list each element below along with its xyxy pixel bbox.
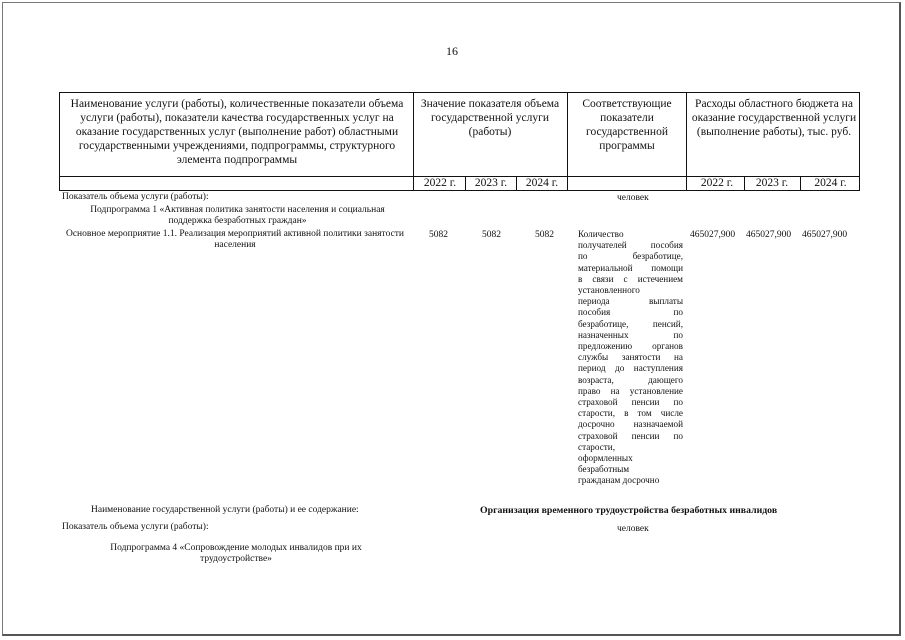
program-indicator-line: пособия по [578,307,683,318]
year-2024: 2024 г. [525,177,559,189]
program-indicator-line: безработице, пенсий, [578,318,683,329]
budget-year-2022: 2022 г. [700,177,734,189]
header-budget: Расходы областного бюджета на оказание государственной услуги (выполнение работы), тыс. руб. [691,98,857,138]
program-indicator [578,229,683,487]
year-row-line [567,176,686,177]
program-indicator-line: службы занятости на [578,352,683,363]
program-indicator-line: страховой пенсии по [578,397,683,408]
indicator-label-2: Показатель объема услуги (работы): [62,522,209,532]
value-2023: 5082 [482,230,501,240]
program-indicator-line: возраста, дающего [578,374,683,385]
program-indicator-line: старости, [578,441,616,452]
program-indicator-line: страховой пенсии по [578,430,683,441]
program-indicator-line: безработным [578,464,630,475]
year-divider [465,176,466,190]
program-indicator-line: оформленных [578,453,633,464]
page-number: 16 [446,44,458,58]
value-2024: 5082 [535,230,554,240]
budget-2023: 465027,900 [746,230,792,240]
program-indicator-line: получателей пособия [578,240,683,251]
program-indicator-line: период до наступления [578,363,683,374]
program-indicator-line: старости, в том числе [578,408,683,419]
program-indicator-line: Количество [578,229,624,239]
program-indicator-line: установленного [578,285,640,296]
header-program: Соответствующие показатели государственной программы [582,98,672,152]
subprogram-4: Подпрограмма 4 «Сопровождение молодых инвалидов при их трудоустройстве» [110,543,362,564]
header-value: Значение показателя объема государственной услуги (работы) [420,98,560,138]
header-name: Наименование услуги (работы), количественные показатели объема услуги (работы), показатели качества государственных услуг на оказание государственных услуг (выполнение работ) областными государственными учреждениями, подпрограммы, структурного элемента подпрограммы [70,98,404,166]
year-divider [744,176,745,190]
program-indicator-line: досрочно назначаемой [578,419,683,430]
program-indicator-line: гражданам досрочно [578,475,660,486]
service-label: Наименование государственной услуги (работы) и ее содержание: [91,505,359,515]
indicator-label: Показатель объема услуги (работы): [62,192,209,202]
program-indicator-line: право на установление [578,385,683,396]
program-indicator-line: материальной помощи [578,262,683,273]
value-2022: 5082 [429,230,448,240]
year-2022: 2022 г. [423,177,457,189]
service-name: Организация временного трудоустройства безработных инвалидов [480,505,778,516]
year-divider [800,176,801,190]
program-indicator-line: назначенных по [578,329,683,340]
unit-label: человек [617,193,649,203]
unit-label-2: человек [617,524,649,534]
year-divider [516,176,517,190]
year-row-line [59,176,413,177]
subprogram-1: Подпрограмма 1 «Активная политика занятости населения и социальная поддержка безработных граждан» [90,205,385,226]
budget-year-2023: 2023 г. [755,177,789,189]
budget-year-2024: 2024 г. [814,177,847,189]
program-indicator-line: в связи с истечением [578,273,683,284]
budget-2024: 465027,900 [802,230,848,240]
program-indicator-line: по безработице, [578,251,683,262]
year-2023: 2023 г. [474,177,508,189]
event-1-1: Основное мероприятие 1.1. Реализация мероприятий активной политики занятости населения [65,229,405,250]
budget-2022: 465027,900 [690,230,736,240]
program-indicator-line: периода выплаты [578,296,683,307]
program-indicator-line: предложению органов [578,341,683,352]
